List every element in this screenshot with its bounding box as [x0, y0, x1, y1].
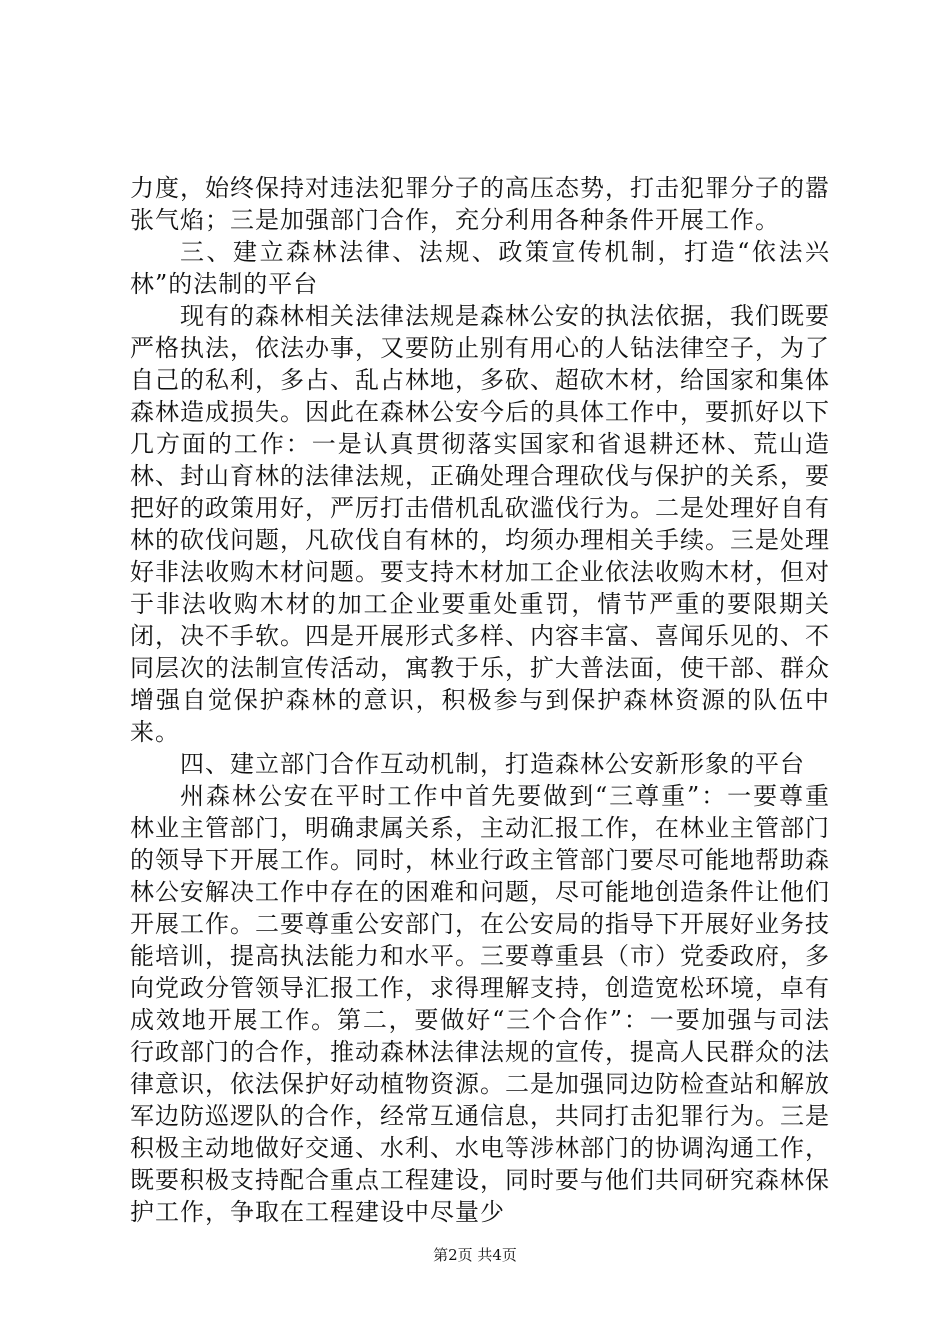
- paragraph-2: 现有的森林相关法律法规是森林公安的执法依据，我们既要严格执法，依法办事，又要防止别有用心的人钻法律空子，为了自己的私利，多占、乱占林地，多砍、超砍木材，给国家和集体森林造成损失。因此在森林公安今后的具体工作中，要抓好以下几方面的工作：一是认真贯彻落实国家和省退耕还林、荒山造林、封山育林的法律法规，正确处理合理砍伐与保护的关系，要把好的政策用好，严厉打击借机乱砍滥伐行为。二是处理好自有林的砍伐问题，凡砍伐自有林的，均须办理相关手续。三是处理好非法收购木材问题。要支持木材加工企业依法收购木材，但对于非法收购木材的加工企业要重处重罚，情节严重的要限期关闭，决不手软。四是开展形式多样、内容丰富、喜闻乐见的、不同层次的法制宣传活动，寓教于乐，扩大普法面，使干部、群众增强自觉保护森林的意识，积极参与到保护森林资源的队伍中来。: [130, 302, 830, 746]
- page-number-label: 第2页 共4页: [433, 1246, 517, 1264]
- paragraph-1: 力度，始终保持对违法犯罪分子的高压态势，打击犯罪分子的嚣张气焰；三是加强部门合作，充分利用各种条件开展工作。: [130, 174, 830, 234]
- section-heading-4: 四、建立部门合作互动机制，打造森林公安新形象的平台: [180, 750, 805, 778]
- paragraph-3: 州森林公安在平时工作中首先要做到“三尊重”：一要尊重林业主管部门，明确隶属关系，主动汇报工作，在林业主管部门的领导下开展工作。同时，林业行政主管部门要尽可能地帮助森林公安解决工作中存在的困难和问题，尽可能地创造条件让他们开展工作。二要尊重公安部门，在公安局的指导下开展好业务技能培训，提高执法能力和水平。三要尊重县（市）党委政府，多向党政分管领导汇报工作，求得理解支持，创造宽松环境，卓有成效地开展工作。第二，要做好“三个合作”：一要加强与司法行政部门的合作，推动森林法律法规的宣传，提高人民群众的法律意识，依法保护好动植物资源。二是加强同边防检查站和解放军边防巡逻队的合作，经常互通信息，共同打击犯罪行为。三是积极主动地做好交通、水利、水电等涉林部门的协调沟通工作，既要积极支持配合重点工程建设，同时要与他们共同研究森林保护工作，争取在工程建设中尽量少: [130, 782, 830, 1226]
- section-heading-3: 三、建立森林法律、法规、政策宣传机制，打造“依法兴林”的法制的平台: [130, 238, 830, 298]
- page-footer: [0, 1244, 950, 1265]
- document-body: [130, 172, 830, 1228]
